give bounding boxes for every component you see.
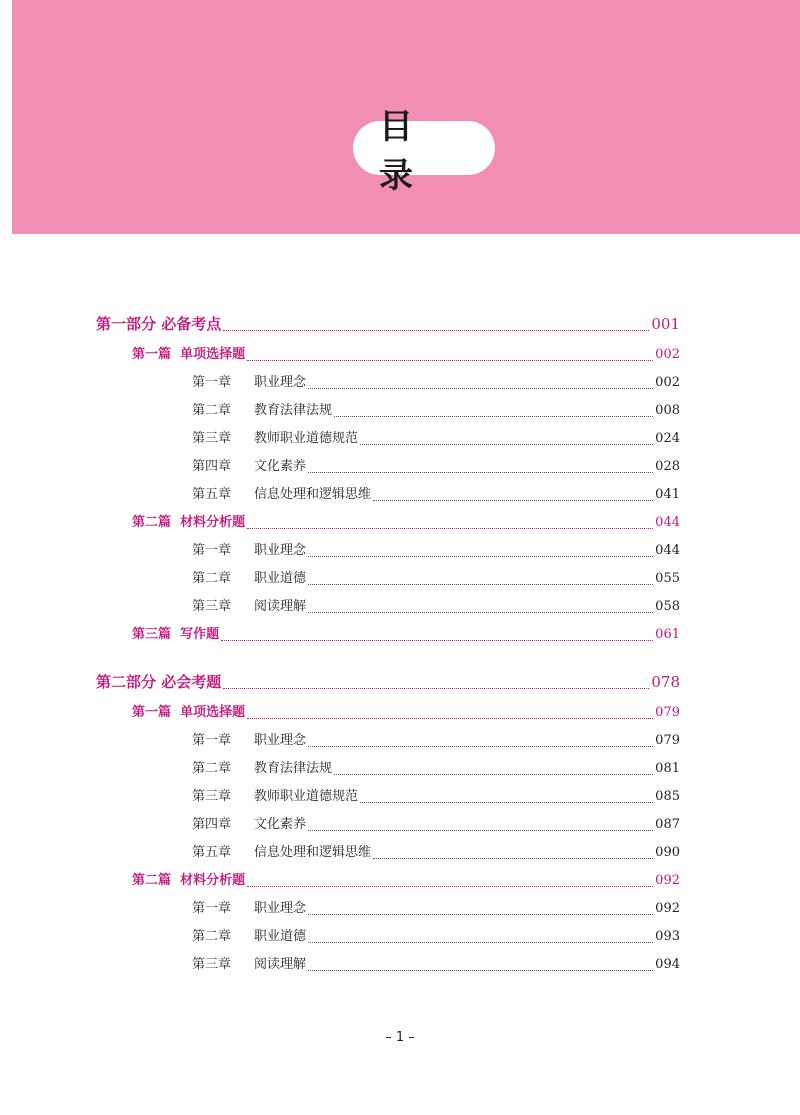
toc-chapter-label: 第一章 职业理念 [192,375,307,390]
toc-page: 090 [655,845,680,860]
toc-page: 078 [651,673,680,691]
toc-chapter-label: 第二章 职业道德 [192,571,307,586]
toc-chapter-label: 第四章 文化素养 [192,459,307,474]
toc-chapter[interactable] [192,925,680,947]
toc-page: 087 [655,817,680,832]
toc-section[interactable] [132,701,680,723]
toc-chapter-label: 第五章 信息处理和逻辑思维 [192,845,372,860]
leader-dots [247,360,653,361]
toc-chapter-label: 第二章 职业道德 [192,929,307,944]
toc-page: 055 [655,571,680,586]
toc-chapter[interactable] [192,399,680,421]
toc-page: 028 [655,459,680,474]
toc-page: 044 [655,515,680,530]
toc-part-label: 第一部分 必备考点 [96,315,222,333]
toc-page: 093 [655,929,680,944]
toc-section-label: 第二篇 材料分析题 [132,515,246,530]
toc-chapter[interactable] [192,427,680,449]
leader-dots [308,472,653,473]
leader-dots [360,802,653,803]
leader-dots [223,330,649,331]
toc-part[interactable] [96,313,680,335]
toc-page: 061 [655,627,680,642]
toc-chapter[interactable] [192,897,680,919]
toc-page: 092 [655,901,680,916]
leader-dots [308,830,653,831]
leader-dots [334,416,653,417]
toc-chapter-label: 第四章 文化素养 [192,817,307,832]
toc-chapter[interactable] [192,729,680,751]
toc-chapter[interactable] [192,371,680,393]
leader-dots [308,556,653,557]
leader-dots [360,444,653,445]
toc-page: 092 [655,873,680,888]
leader-dots [308,612,653,613]
toc-chapter-label: 第三章 阅读理解 [192,599,307,614]
leader-dots [308,914,653,915]
toc-page: 002 [655,347,680,362]
header-band [12,0,800,234]
leader-dots [373,500,653,501]
leader-dots [308,746,653,747]
leader-dots [308,388,653,389]
toc-chapter[interactable] [192,785,680,807]
toc-page: 079 [655,705,680,720]
toc-page: 008 [655,403,680,418]
toc-chapter[interactable] [192,539,680,561]
toc-chapter[interactable] [192,483,680,505]
toc-page: 058 [655,599,680,614]
toc-chapter[interactable] [192,455,680,477]
leader-dots [247,718,653,719]
toc-chapter-label: 第一章 职业理念 [192,543,307,558]
toc-page: 001 [651,315,680,333]
toc-section-label: 第一篇 单项选择题 [132,347,246,362]
toc-page: 094 [655,957,680,972]
leader-dots [334,774,653,775]
leader-dots [221,640,653,641]
toc-section[interactable] [132,869,680,891]
toc-part-label: 第二部分 必会考题 [96,673,222,691]
toc-chapter-label: 第一章 职业理念 [192,901,307,916]
toc-chapter-label: 第二章 教育法律法规 [192,761,333,776]
leader-dots [373,858,653,859]
toc-page: 085 [655,789,680,804]
toc-chapter-label: 第三章 教师职业道德规范 [192,431,359,446]
toc-chapter-label: 第三章 阅读理解 [192,957,307,972]
toc-part[interactable] [96,671,680,693]
toc-chapter[interactable] [192,757,680,779]
toc-section[interactable] [132,343,680,365]
toc-chapter-label: 第二章 教育法律法规 [192,403,333,418]
leader-dots [308,942,653,943]
toc-page: 002 [655,375,680,390]
toc-section[interactable] [132,511,680,533]
leader-dots [247,886,653,887]
toc-chapter-label: 第三章 教师职业道德规范 [192,789,359,804]
toc-section[interactable] [132,623,680,645]
toc-section-label: 第一篇 单项选择题 [132,705,246,720]
toc-chapter[interactable] [192,841,680,863]
toc-chapter[interactable] [192,953,680,975]
toc-chapter[interactable] [192,595,680,617]
title-pill [353,107,495,196]
leader-dots [308,970,653,971]
page-number: – 1 – [385,1030,415,1045]
toc-chapter-label: 第五章 信息处理和逻辑思维 [192,487,372,502]
toc-page: 044 [655,543,680,558]
toc-chapter[interactable] [192,813,680,835]
toc-page: 079 [655,733,680,748]
leader-dots [247,528,653,529]
toc-chapter[interactable] [192,567,680,589]
toc-page: 081 [655,761,680,776]
toc-page: 024 [655,431,680,446]
toc-section-label: 第三篇 写作题 [132,627,220,642]
leader-dots [223,688,649,689]
toc-chapter-label: 第一章 职业理念 [192,733,307,748]
toc-page: 041 [655,487,680,502]
toc-section-label: 第二篇 材料分析题 [132,873,246,888]
leader-dots [308,584,653,585]
page-title: 目录 [379,107,439,196]
